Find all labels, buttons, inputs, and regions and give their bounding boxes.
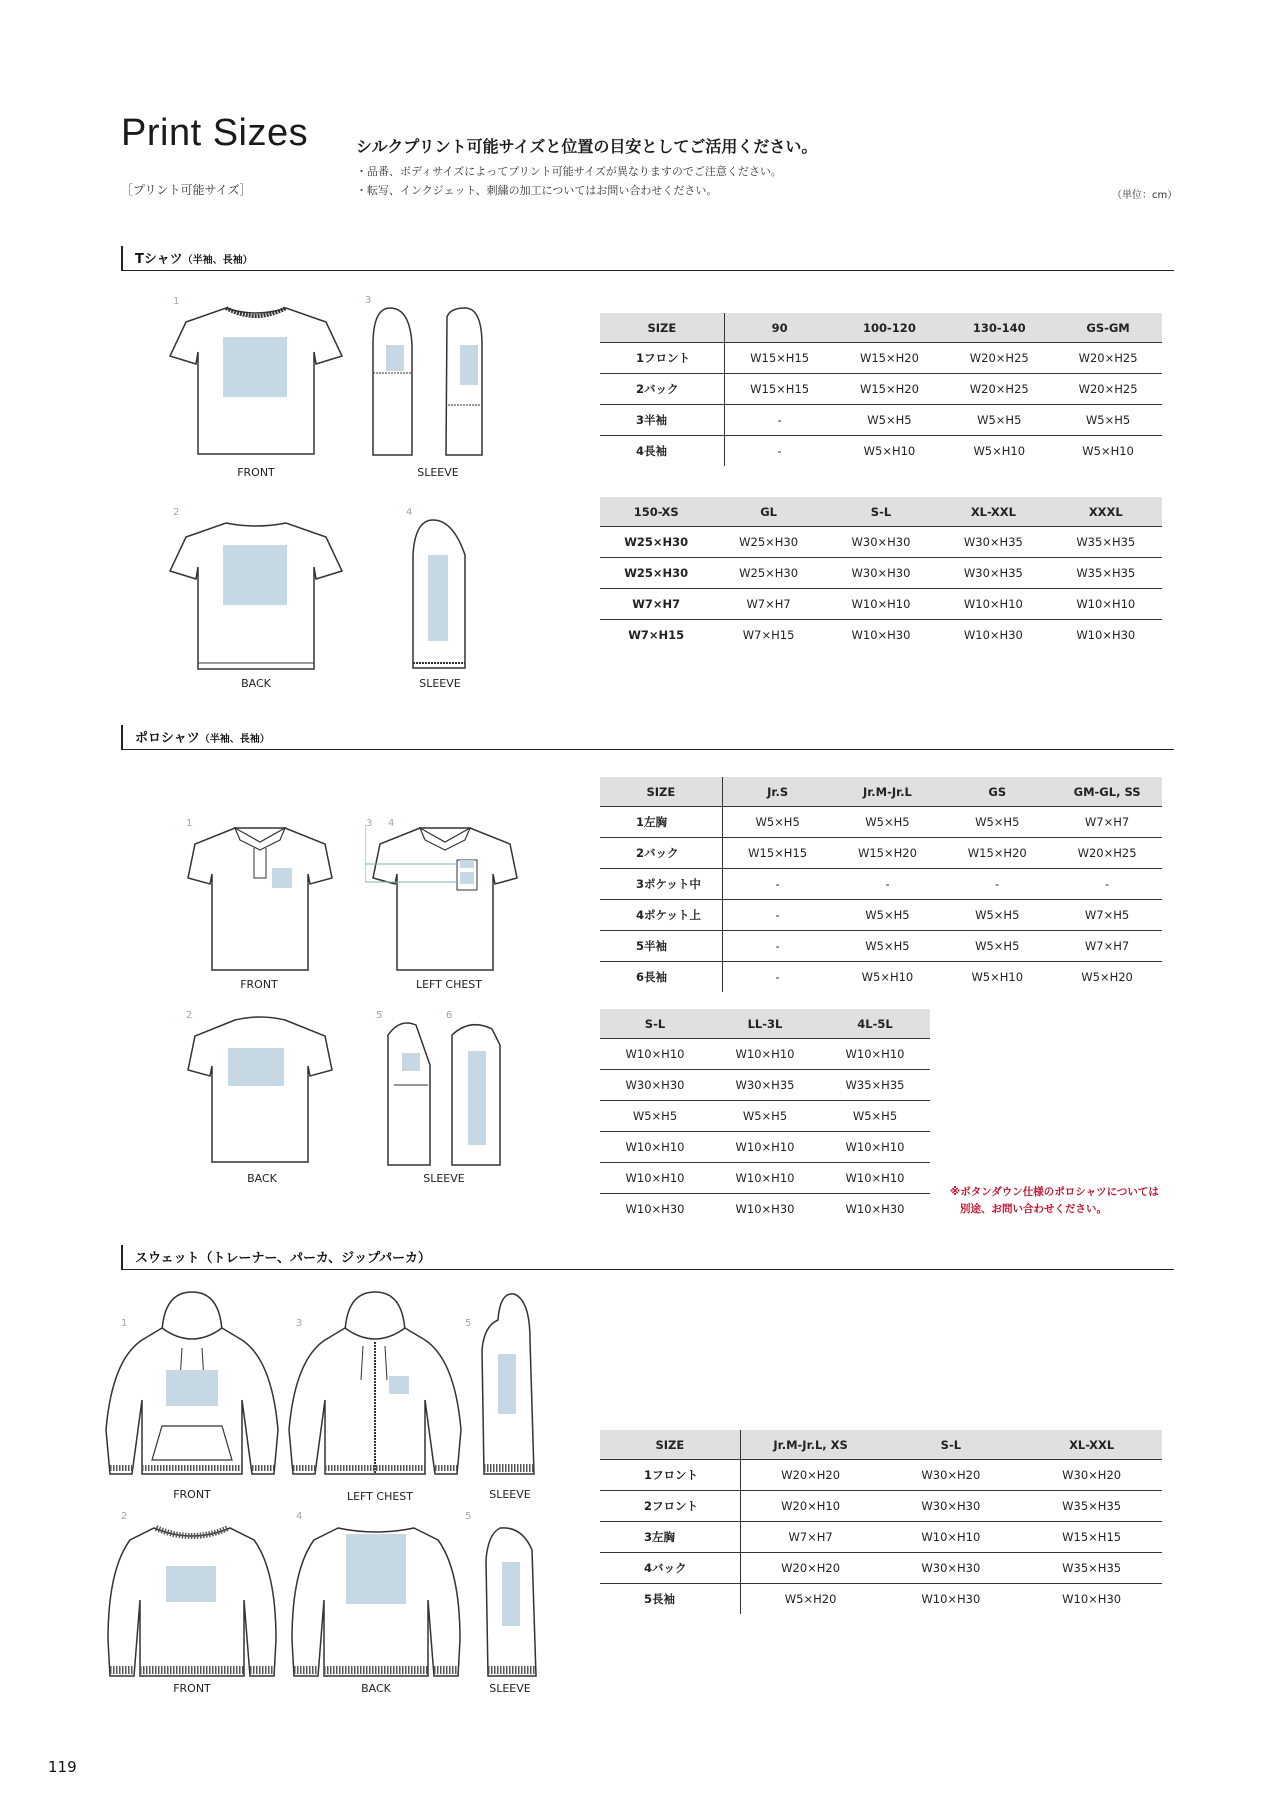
table-cell: W5×H20 bbox=[784, 1592, 837, 1606]
marker-number: 5 bbox=[376, 1010, 383, 1021]
table-header: 4L-5L bbox=[820, 1009, 930, 1039]
table-cell: W10×H10 bbox=[600, 1132, 710, 1163]
table-row bbox=[600, 374, 1162, 405]
table-cell: W30×H30 bbox=[600, 1070, 710, 1101]
table-cell: W30×H20 bbox=[1021, 1460, 1162, 1491]
hoodie-front-illustration bbox=[102, 1290, 282, 1486]
table-cell: 2バック bbox=[600, 838, 722, 869]
table-cell: 1フロント bbox=[600, 343, 724, 374]
table-header: GS bbox=[942, 777, 1052, 807]
table-cell: 5半袖 bbox=[600, 931, 722, 962]
table-cell: W35×H35 bbox=[1050, 558, 1162, 589]
table-cell: W5×H5 bbox=[833, 931, 943, 962]
table-cell: 1左胸 bbox=[600, 807, 722, 838]
table-cell: W30×H30 bbox=[880, 1553, 1021, 1584]
table-cell: W15×H20 bbox=[835, 374, 945, 405]
table-row bbox=[600, 620, 1162, 651]
table-cell: W20×H20 bbox=[740, 1553, 880, 1584]
table-row bbox=[600, 1039, 930, 1070]
table-header: SIZE bbox=[600, 1430, 740, 1460]
section-title: Tシャツ bbox=[135, 252, 183, 267]
tshirt-front-illustration bbox=[166, 300, 346, 460]
table-cell: W30×H30 bbox=[825, 558, 937, 589]
marker-number: 6 bbox=[446, 1010, 453, 1021]
polo-back-illustration bbox=[180, 1012, 340, 1167]
table-cell: W10×H10 bbox=[820, 1039, 930, 1070]
note-line: 別途、お問い合わせください。 bbox=[960, 1203, 1107, 1215]
polo-size-table-2 bbox=[600, 1009, 930, 1224]
table-cell: W35×H35 bbox=[1050, 527, 1162, 558]
print-area bbox=[223, 337, 287, 397]
table-cell: W25×H30 bbox=[712, 527, 824, 558]
section-title: ポロシャツ bbox=[135, 731, 200, 746]
table-row bbox=[600, 1132, 930, 1163]
print-area bbox=[389, 1376, 409, 1394]
print-area bbox=[228, 1048, 284, 1086]
table-row bbox=[600, 527, 1162, 558]
table-cell: - bbox=[724, 405, 834, 436]
table-row bbox=[600, 589, 1162, 620]
marker-number: 3 bbox=[365, 295, 372, 306]
table-cell: W7×H7 bbox=[740, 1522, 880, 1553]
table-cell: W20×H10 bbox=[740, 1491, 880, 1522]
table-cell: W20×H25 bbox=[944, 343, 1054, 374]
table-row bbox=[600, 1101, 930, 1132]
table-cell: W35×H35 bbox=[820, 1070, 930, 1101]
table-cell: W30×H35 bbox=[937, 558, 1049, 589]
table-header-row bbox=[600, 313, 1162, 343]
print-area bbox=[468, 1051, 486, 1145]
print-area bbox=[223, 545, 287, 605]
table-cell: W15×H15 bbox=[724, 374, 834, 405]
table-row bbox=[600, 1491, 1162, 1522]
table-cell: W25×H30 bbox=[600, 558, 712, 589]
table-cell: W5×H5 bbox=[835, 405, 945, 436]
table-cell: W5×H5 bbox=[710, 1101, 820, 1132]
marker-number: 2 bbox=[173, 507, 180, 518]
print-area bbox=[402, 1053, 420, 1071]
zip-hoodie-illustration bbox=[285, 1290, 465, 1486]
marker-number: 1 bbox=[186, 818, 193, 829]
table-cell: W7×H5 bbox=[1052, 900, 1162, 931]
section-heading-tshirt bbox=[121, 246, 1174, 271]
table-cell: W10×H30 bbox=[851, 628, 911, 642]
table-row bbox=[600, 1584, 1162, 1615]
table-cell: W10×H10 bbox=[825, 589, 937, 620]
table-cell: 5長袖 bbox=[600, 1584, 740, 1615]
table-cell: W20×H20 bbox=[740, 1460, 880, 1491]
table-cell: W10×H30 bbox=[845, 1202, 905, 1216]
table-header: S-L bbox=[825, 497, 937, 527]
label-back: BACK bbox=[241, 677, 271, 690]
tshirt-sleeve-illustration bbox=[370, 305, 510, 460]
tshirt-back-illustration bbox=[166, 515, 346, 675]
table-header: XXXL bbox=[1050, 497, 1162, 527]
label-front: FRONT bbox=[173, 1488, 211, 1501]
tshirt-size-table-1 bbox=[600, 313, 1162, 466]
marker-number: 2 bbox=[121, 1511, 128, 1522]
table-header: GS-GM bbox=[1054, 313, 1162, 343]
table-cell: W10×H10 bbox=[1050, 589, 1162, 620]
table-row bbox=[600, 1163, 930, 1194]
table-header: SIZE bbox=[600, 313, 724, 343]
table-cell: W10×H30 bbox=[735, 1202, 795, 1216]
table-row bbox=[600, 838, 1162, 869]
table-cell: W5×H10 bbox=[1082, 444, 1134, 458]
table-cell: - bbox=[722, 900, 832, 931]
table-cell: W10×H10 bbox=[710, 1163, 820, 1194]
table-header: S-L bbox=[600, 1009, 710, 1039]
label-front: FRONT bbox=[173, 1682, 211, 1695]
table-cell: W20×H25 bbox=[944, 374, 1054, 405]
section-heading-polo bbox=[121, 725, 1174, 750]
table-cell: W15×H15 bbox=[722, 838, 832, 869]
table-cell: W5×H20 bbox=[1081, 970, 1133, 984]
polo-sleeve-illustration bbox=[380, 1015, 520, 1170]
print-area bbox=[346, 1534, 406, 1604]
note-line: ※ボタンダウン仕様のポロシャツについては bbox=[950, 1186, 1159, 1198]
table-cell: W20×H25 bbox=[1054, 374, 1162, 405]
table-header: Jr.S bbox=[722, 777, 832, 807]
table-row bbox=[600, 1194, 930, 1225]
table-cell: W15×H20 bbox=[835, 343, 945, 374]
table-cell: W7×H7 bbox=[712, 589, 824, 620]
print-area bbox=[460, 860, 474, 868]
table-cell: W10×H10 bbox=[710, 1039, 820, 1070]
table-cell: W10×H30 bbox=[963, 628, 1023, 642]
table-cell: - bbox=[775, 970, 780, 984]
label-sleeve: SLEEVE bbox=[489, 1682, 531, 1695]
buttondown-note bbox=[950, 1184, 1159, 1218]
label-sleeve: SLEEVE bbox=[489, 1488, 531, 1501]
label-sleeve: SLEEVE bbox=[419, 677, 461, 690]
print-area bbox=[460, 345, 478, 385]
table-cell: W25×H30 bbox=[600, 527, 712, 558]
table-cell: W5×H5 bbox=[942, 900, 1052, 931]
table-cell: W10×H10 bbox=[880, 1522, 1021, 1553]
table-cell: 4ポケット上 bbox=[600, 900, 722, 931]
sweat-front-illustration bbox=[104, 1520, 280, 1682]
table-cell: W5×H5 bbox=[833, 807, 943, 838]
table-row bbox=[600, 436, 1162, 467]
table-row bbox=[600, 1522, 1162, 1553]
print-area bbox=[272, 868, 292, 888]
table-header: 150-XS bbox=[600, 497, 712, 527]
polo-left-chest-illustration bbox=[365, 820, 525, 975]
note-2: ・転写、インクジェット、刺繍の加工についてはお問い合わせください。 bbox=[356, 184, 718, 197]
table-cell: W30×H35 bbox=[710, 1070, 820, 1101]
table-cell: W5×H5 bbox=[833, 900, 943, 931]
page-subtitle: ［プリント可能サイズ］ bbox=[121, 183, 252, 197]
polo-size-table-1 bbox=[600, 777, 1162, 992]
print-area bbox=[460, 872, 474, 884]
table-cell: 2フロント bbox=[600, 1491, 740, 1522]
print-area bbox=[166, 1566, 216, 1602]
table-header: 90 bbox=[724, 313, 834, 343]
label-left-chest: LEFT CHEST bbox=[346, 1490, 414, 1503]
marker-number: 4 bbox=[406, 507, 413, 518]
print-area bbox=[502, 1562, 520, 1626]
table-cell: - bbox=[833, 869, 943, 900]
label-sleeve: SLEEVE bbox=[417, 466, 459, 479]
table-header: SIZE bbox=[600, 777, 722, 807]
table-cell: W20×H25 bbox=[1052, 838, 1162, 869]
table-cell: - bbox=[722, 869, 832, 900]
table-row bbox=[600, 1460, 1162, 1491]
table-cell: W30×H20 bbox=[880, 1460, 1021, 1491]
table-cell: W10×H10 bbox=[820, 1163, 930, 1194]
table-row bbox=[600, 931, 1162, 962]
table-header: XL-XXL bbox=[937, 497, 1049, 527]
lead-text: シルクプリント可能サイズと位置の目安としてご活用ください。 bbox=[356, 137, 818, 156]
table-cell: W10×H10 bbox=[820, 1132, 930, 1163]
table-cell: W10×H30 bbox=[921, 1592, 981, 1606]
table-cell: W30×H35 bbox=[937, 527, 1049, 558]
table-header: S-L bbox=[880, 1430, 1021, 1460]
table-header-row bbox=[600, 497, 1162, 527]
table-cell: W5×H5 bbox=[942, 931, 1052, 962]
table-cell: W10×H30 bbox=[1062, 1592, 1122, 1606]
table-header: 100-120 bbox=[835, 313, 945, 343]
table-cell: W30×H30 bbox=[825, 527, 937, 558]
table-cell: - bbox=[722, 931, 832, 962]
table-header-row bbox=[600, 1430, 1162, 1460]
table-row bbox=[600, 1070, 930, 1101]
table-cell: W35×H35 bbox=[1021, 1491, 1162, 1522]
table-cell: W10×H10 bbox=[600, 1039, 710, 1070]
label-front: FRONT bbox=[240, 978, 278, 991]
label-left-chest: LEFT CHEST bbox=[415, 978, 483, 991]
table-cell: W10×H10 bbox=[710, 1132, 820, 1163]
table-header: GM-GL, SS bbox=[1052, 777, 1162, 807]
table-row bbox=[600, 343, 1162, 374]
table-cell: W15×H20 bbox=[942, 838, 1052, 869]
label-back: BACK bbox=[361, 1682, 391, 1695]
table-cell: W5×H5 bbox=[600, 1101, 710, 1132]
section-title-sub: （半袖、長袖） bbox=[199, 734, 270, 745]
table-cell: W25×H30 bbox=[712, 558, 824, 589]
table-header: LL-3L bbox=[710, 1009, 820, 1039]
marker-number: 5 bbox=[465, 1318, 472, 1329]
table-cell: 6長袖 bbox=[600, 962, 722, 993]
table-cell: 3ポケット中 bbox=[600, 869, 722, 900]
table-header-row bbox=[600, 777, 1162, 807]
table-header: GL bbox=[712, 497, 824, 527]
marker-number: 5 bbox=[465, 1511, 472, 1522]
table-cell: W15×H15 bbox=[724, 343, 834, 374]
print-area bbox=[386, 345, 404, 371]
hoodie-sleeve-illustration bbox=[478, 1290, 538, 1486]
table-row bbox=[600, 900, 1162, 931]
print-area bbox=[428, 555, 448, 641]
table-cell: W5×H10 bbox=[971, 970, 1024, 984]
marker-number: 2 bbox=[186, 1010, 193, 1021]
sweat-sleeve-illustration bbox=[482, 1520, 542, 1682]
label-sleeve: SLEEVE bbox=[423, 1172, 465, 1185]
table-cell: W7×H15 bbox=[628, 628, 685, 642]
section-title: スウェット（トレーナー、パーカ、ジップパーカ） bbox=[135, 1251, 431, 1266]
table-cell: W5×H10 bbox=[863, 444, 916, 458]
sweat-size-table bbox=[600, 1430, 1162, 1614]
table-row bbox=[600, 558, 1162, 589]
table-header: Jr.M-Jr.L bbox=[833, 777, 943, 807]
table-cell: W35×H35 bbox=[1021, 1553, 1162, 1584]
section-title-sub: （半袖、長袖） bbox=[182, 255, 253, 266]
table-cell: W10×H30 bbox=[625, 1202, 685, 1216]
table-cell: W5×H5 bbox=[1054, 405, 1162, 436]
table-header: Jr.M-Jr.L, XS bbox=[740, 1430, 880, 1460]
table-cell: W7×H7 bbox=[1052, 807, 1162, 838]
table-row bbox=[600, 962, 1162, 993]
tshirt-long-sleeve-illustration bbox=[405, 515, 475, 675]
table-row bbox=[600, 405, 1162, 436]
table-cell: 4長袖 bbox=[600, 436, 724, 467]
sweat-back-illustration bbox=[288, 1520, 464, 1682]
print-area bbox=[498, 1354, 516, 1414]
table-row bbox=[600, 1553, 1162, 1584]
marker-number: 1 bbox=[173, 296, 180, 307]
table-cell: W7×H7 bbox=[600, 589, 712, 620]
table-header: 130-140 bbox=[944, 313, 1054, 343]
tshirt-size-table-2 bbox=[600, 497, 1162, 650]
note-1: ・品番、ボディサイズによってプリント可能サイズが異なりますのでご注意ください。 bbox=[356, 165, 782, 178]
table-cell: W5×H5 bbox=[942, 807, 1052, 838]
page-title: Print Sizes bbox=[121, 112, 309, 154]
marker-number: 4 bbox=[296, 1511, 303, 1522]
unit-label: （単位：cm） bbox=[1112, 190, 1178, 201]
table-header-row bbox=[600, 1009, 930, 1039]
table-cell: - bbox=[777, 444, 782, 458]
table-cell: - bbox=[1052, 869, 1162, 900]
table-cell: 2バック bbox=[600, 374, 724, 405]
table-cell: W7×H15 bbox=[742, 628, 795, 642]
table-cell: W5×H10 bbox=[973, 444, 1026, 458]
marker-number: 3 bbox=[296, 1318, 303, 1329]
print-area bbox=[166, 1370, 218, 1406]
table-row bbox=[600, 869, 1162, 900]
polo-front-illustration bbox=[180, 820, 340, 975]
marker-number: 1 bbox=[121, 1318, 128, 1329]
table-cell: 3左胸 bbox=[600, 1522, 740, 1553]
table-cell: W30×H30 bbox=[880, 1491, 1021, 1522]
table-header: XL-XXL bbox=[1021, 1430, 1162, 1460]
table-cell: 4バック bbox=[600, 1553, 740, 1584]
table-cell: W7×H7 bbox=[1052, 931, 1162, 962]
label-front: FRONT bbox=[237, 466, 275, 479]
section-heading-sweat bbox=[121, 1245, 1174, 1270]
table-cell: W10×H10 bbox=[937, 589, 1049, 620]
table-cell: W15×H20 bbox=[833, 838, 943, 869]
marker-number: 4 bbox=[388, 818, 395, 829]
table-cell: W5×H5 bbox=[944, 405, 1054, 436]
table-cell: - bbox=[942, 869, 1052, 900]
marker-number: 3 bbox=[366, 818, 373, 829]
page-number: 119 bbox=[48, 1758, 77, 1776]
table-cell: 1フロント bbox=[600, 1460, 740, 1491]
table-cell: W5×H5 bbox=[820, 1101, 930, 1132]
table-cell: W10×H10 bbox=[600, 1163, 710, 1194]
table-cell: W10×H30 bbox=[1076, 628, 1136, 642]
table-row bbox=[600, 807, 1162, 838]
table-cell: 3半袖 bbox=[600, 405, 724, 436]
table-cell: W5×H5 bbox=[722, 807, 832, 838]
table-cell: W5×H10 bbox=[861, 970, 914, 984]
table-cell: W15×H15 bbox=[1021, 1522, 1162, 1553]
label-back: BACK bbox=[247, 1172, 277, 1185]
table-cell: W20×H25 bbox=[1054, 343, 1162, 374]
